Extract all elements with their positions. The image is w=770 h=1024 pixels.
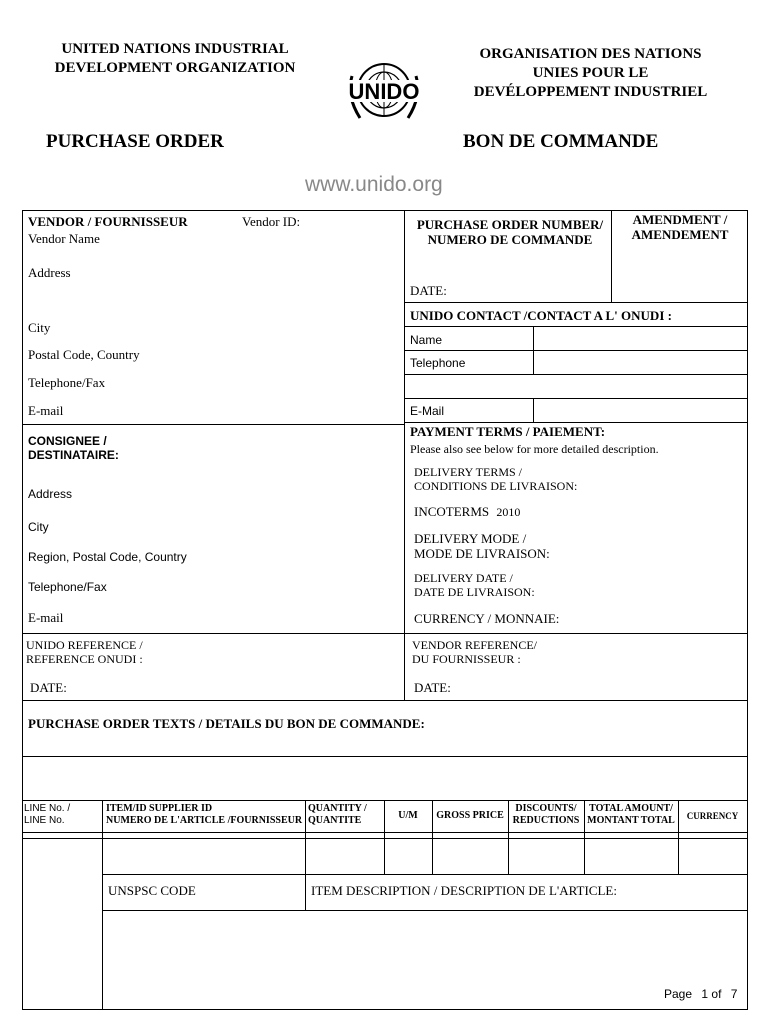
payment-terms-label: PAYMENT TERMS / PAIEMENT: xyxy=(410,424,606,439)
vendor-id-label: Vendor ID: xyxy=(242,214,301,229)
po-texts-heading: PURCHASE ORDER TEXTS / DETAILS DU BON DE COMMANDE: xyxy=(28,716,425,731)
contact-email-label: E-Mail xyxy=(410,404,445,418)
col-line-no xyxy=(24,803,70,827)
col-qty-1: QUANTITY / xyxy=(308,803,367,814)
org-name-fr xyxy=(448,45,733,102)
col-item-1: ITEM/ID SUPPLIER ID xyxy=(106,803,213,814)
vendor-city-label: City xyxy=(28,320,51,335)
vendor-heading: VENDOR / FOURNISSEUR xyxy=(28,214,188,229)
title-en: PURCHASE ORDER xyxy=(46,131,224,152)
org-en-line1: UNITED NATIONS INDUSTRIAL xyxy=(61,41,289,57)
unido-ref-line1: UNIDO REFERENCE / xyxy=(26,638,143,652)
unspsc-label: UNSPSC CODE xyxy=(108,883,196,898)
consignee-region-label: Region, Postal Code, Country xyxy=(28,550,187,564)
vendor-reference-label xyxy=(412,638,537,666)
page-of: of xyxy=(711,987,722,1001)
contact-name-label: Name xyxy=(410,333,443,347)
unido-ref-date-label: DATE: xyxy=(30,680,67,695)
incoterms-label xyxy=(414,504,520,520)
col-line-1: LINE No. / xyxy=(24,803,71,814)
title-fr: BON DE COMMANDE xyxy=(463,131,659,152)
amendment-label xyxy=(616,212,744,242)
delivery-terms-line1: DELIVERY TERMS / xyxy=(414,465,523,479)
delivery-mode-label xyxy=(414,531,550,561)
po-number-line2: NUMERO DE COMMANDE xyxy=(427,232,593,247)
delivery-terms-line2: CONDITIONS DE LIVRAISON: xyxy=(414,479,578,493)
page-total: 7 xyxy=(730,987,738,1001)
delivery-date-line2: DATE DE LIVRAISON: xyxy=(414,585,535,599)
page-label: Page xyxy=(664,987,693,1001)
consignee-heading xyxy=(28,434,119,462)
payment-note: Please also see below for more detailed description. xyxy=(410,442,659,456)
col-currency: CURRENCY xyxy=(686,811,739,821)
vendor-ref-line2: DU FOURNISSEUR : xyxy=(412,652,521,666)
consignee-city-label: City xyxy=(28,520,49,534)
incoterms-text: INCOTERMS xyxy=(414,504,490,519)
org-fr-line3: DEVÉLOPPEMENT INDUSTRIEL xyxy=(473,84,708,100)
col-line-2: LINE No. xyxy=(24,815,65,826)
vendor-email-label: E-mail xyxy=(28,403,64,418)
website-link[interactable]: www.unido.org xyxy=(305,173,443,196)
col-disc-1: DISCOUNTS/ xyxy=(515,803,577,814)
col-total-amount xyxy=(584,803,678,827)
vendor-phone-label: Telephone/Fax xyxy=(28,375,106,390)
vendor-ref-line1: VENDOR REFERENCE/ xyxy=(412,638,538,652)
org-fr-line2: UNIES POUR LE xyxy=(532,65,649,81)
delivery-mode-line2: MODE DE LIVRAISON: xyxy=(414,546,550,561)
contact-heading: UNIDO CONTACT /CONTACT A L' ONUDI : xyxy=(410,308,672,323)
consignee-email-label: E-mail xyxy=(28,610,64,625)
amend-line1: AMENDMENT / xyxy=(632,212,728,227)
unido-reference-label xyxy=(26,638,143,666)
delivery-date-label xyxy=(414,571,535,599)
col-quantity xyxy=(308,803,367,827)
un-emblem-icon xyxy=(340,56,428,130)
po-number-line1: PURCHASE ORDER NUMBER/ xyxy=(416,217,604,232)
vendor-ref-date-label: DATE: xyxy=(414,680,451,695)
vendor-address-label: Address xyxy=(28,265,71,280)
col-item-id xyxy=(106,803,302,827)
col-total-2: MONTANT TOTAL xyxy=(587,815,675,826)
col-discounts xyxy=(508,803,584,827)
po-date-label: DATE: xyxy=(410,283,447,298)
amend-line2: AMENDEMENT xyxy=(631,227,729,242)
vendor-postal-label: Postal Code, Country xyxy=(28,347,140,362)
currency-label: CURRENCY / MONNAIE: xyxy=(414,611,560,626)
unido-logo xyxy=(340,56,428,130)
page-num: 1 xyxy=(701,987,709,1001)
org-en-line2: DEVELOPMENT ORGANIZATION xyxy=(54,60,296,76)
col-total-1: TOTAL AMOUNT/ xyxy=(589,803,673,814)
consignee-line1: CONSIGNEE / xyxy=(28,434,107,448)
page-number xyxy=(664,987,737,1001)
logo-text: UNIDO xyxy=(348,79,420,104)
col-qty-2: QUANTITE xyxy=(308,815,362,826)
consignee-phone-label: Telephone/Fax xyxy=(28,580,107,594)
vendor-name-label: Vendor Name xyxy=(28,231,100,246)
delivery-mode-line1: DELIVERY MODE / xyxy=(414,531,527,546)
col-item-2: NUMERO DE L'ARTICLE /FOURNISSEUR xyxy=(106,815,303,826)
unido-ref-line2: REFERENCE ONUDI : xyxy=(26,652,143,666)
delivery-date-line1: DELIVERY DATE / xyxy=(414,571,513,585)
col-um: U/M xyxy=(398,810,418,821)
incoterms-year: 2010 xyxy=(496,505,521,519)
contact-phone-label: Telephone xyxy=(410,356,466,370)
item-description-label: ITEM DESCRIPTION / DESCRIPTION DE L'ARTICLE: xyxy=(311,883,617,898)
col-gross-price: GROSS PRICE xyxy=(436,810,504,821)
consignee-address-label: Address xyxy=(28,487,73,501)
col-disc-2: REDUCTIONS xyxy=(512,815,580,826)
delivery-terms-label xyxy=(414,465,577,493)
org-name-en xyxy=(40,40,310,78)
consignee-line2: DESTINATAIRE: xyxy=(28,448,119,462)
org-fr-line1: ORGANISATION DES NATIONS xyxy=(479,46,702,62)
po-number-label xyxy=(412,217,608,247)
